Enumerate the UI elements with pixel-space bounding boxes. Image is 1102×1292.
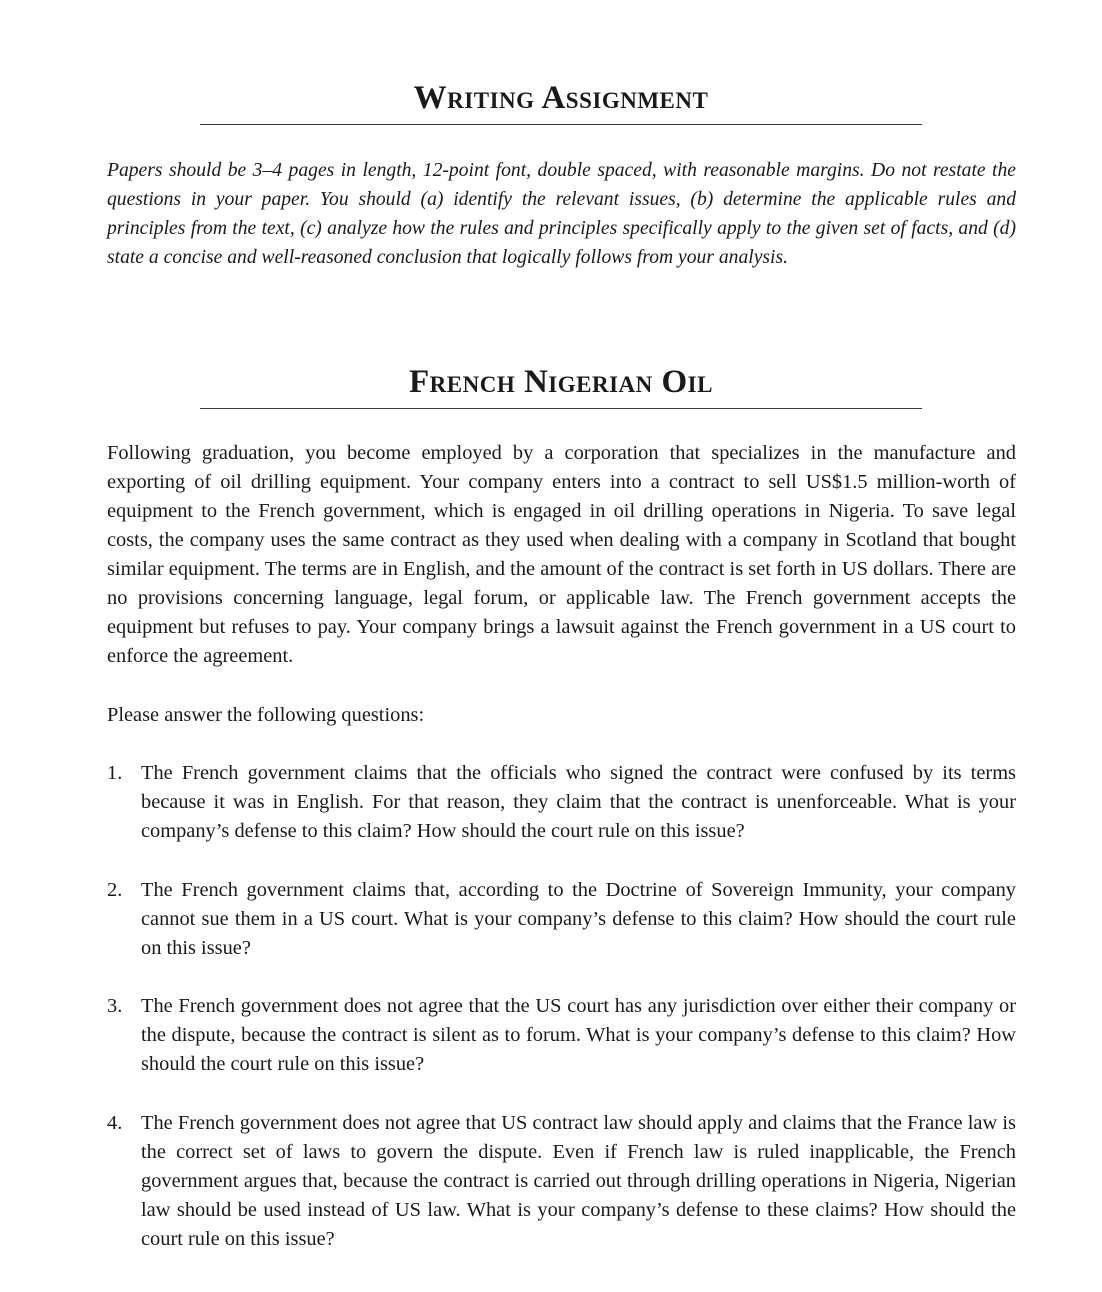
question-number: 4. (107, 1112, 123, 1134)
case-heading-rule (200, 408, 922, 409)
question-text: The French government claims that, according to the Doctrine of Sovereign Immunity, your company cannot sue them in a US court. What is your company’s defense to this claim? How should the court rule on this issue? (141, 879, 1016, 959)
case-heading: French Nigerian Oil (409, 364, 713, 400)
assignment-instructions: Papers should be 3–4 pages in length, 12-point font, double spaced, with reasonable margins. Do not restate the questions in your paper. You should (a) identify the relevant issues, (b) determine the applicable rules and principles from the text, (c) analyze how the rules and principles specifically apply to the given set of facts, and (d) state a concise and well-reasoned conclusion that logically follows from your analysis. (107, 160, 1016, 268)
assignment-heading-rule (200, 124, 922, 125)
question-number: 1. (107, 762, 123, 784)
question-item (107, 876, 1016, 963)
questions-prompt: Please answer the following questions: (107, 704, 425, 726)
question-item (107, 1109, 1016, 1254)
question-item (107, 992, 1016, 1079)
question-number: 3. (107, 995, 123, 1017)
question-text: The French government claims that the officials who signed the contract were confused by its terms because it was in English. For that reason, they claim that the contract is unenforceable. What is your company’s defense to this claim? How should the court rule on this issue? (141, 762, 1016, 842)
question-text: The French government does not agree that US contract law should apply and claims that the France law is the correct set of laws to govern the dispute. Even if French law is ruled inapplicable, the French government argues that, because the contract is carried out through drilling operations in Nigeria, Nigerian law should be used instead of US law. What is your company’s defense to these claims? How should the court rule on this issue? (141, 1112, 1016, 1250)
question-number: 2. (107, 879, 123, 901)
case-scenario: Following graduation, you become employed by a corporation that specializes in the manufacture and exporting of oil drilling equipment. Your company enters into a contract to sell US$1.5 million-worth of equipment to the French government, which is engaged in oil drilling operations in Nigeria. To save legal costs, the company uses the same contract as they used when dealing with a company in Scotland that bought similar equipment. The terms are in English, and the amount of the contract is set forth in US dollars. There are no provisions concerning language, legal forum, or applicable law. The French government accepts the equipment but refuses to pay. Your company brings a lawsuit against the French government in a US court to enforce the agreement. (107, 442, 1016, 667)
question-item (107, 759, 1016, 846)
question-text: The French government does not agree that the US court has any jurisdiction over either their company or the dispute, because the contract is silent as to forum. What is your company’s defense to this claim? How should the court rule on this issue? (141, 995, 1016, 1075)
assignment-heading: Writing Assignment (413, 80, 709, 116)
